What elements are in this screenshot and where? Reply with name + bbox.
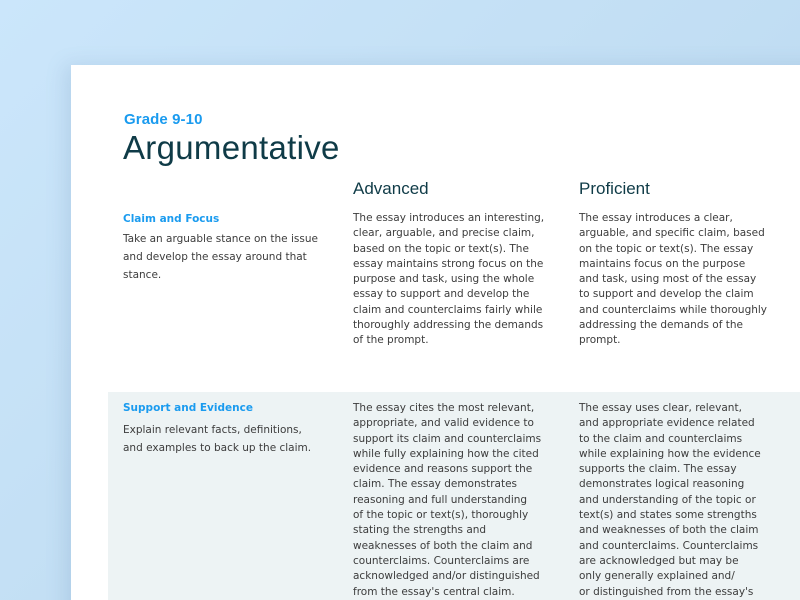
- text-line: acknowledged and/or distinguished: [353, 570, 540, 583]
- text-line: based on the topic or text(s). The: [353, 242, 529, 255]
- text-line: stance.: [123, 269, 162, 281]
- proficient-cell: [579, 401, 794, 600]
- text-line: are acknowledged but may be: [579, 554, 739, 567]
- text-line: reasoning and full understanding: [353, 493, 528, 506]
- text-line: appropriate, and valid evidence to: [353, 417, 534, 430]
- column-header-advanced: Advanced: [353, 179, 429, 198]
- text-line: and appropriate evidence related: [579, 417, 755, 430]
- text-line: Explain relevant facts, definitions,: [123, 424, 302, 436]
- text-line: and counterclaims while thoroughly: [579, 303, 768, 316]
- text-line: essay maintains strong focus on the: [353, 257, 544, 270]
- text-line: weaknesses of both the claim and: [353, 539, 533, 552]
- text-line: demonstrates logical reasoning: [579, 478, 745, 491]
- criterion-description: [123, 230, 348, 284]
- text-line: to the claim and counterclaims: [579, 432, 743, 445]
- text-line: from the essay's central claim.: [353, 585, 515, 598]
- rubric-row-claim-and-focus: [108, 205, 800, 391]
- text-line: and weaknesses of both the claim: [579, 524, 759, 537]
- text-line: essay to support and develop the: [353, 288, 530, 301]
- text-line: support its claim and counterclaims: [353, 432, 542, 445]
- text-line: supports the claim. The essay: [579, 463, 737, 476]
- text-line: prompt.: [579, 334, 621, 347]
- page-title: Argumentative: [123, 129, 340, 166]
- rubric-row-support-and-evidence: [108, 392, 800, 600]
- criterion-title: Support and Evidence: [123, 402, 253, 414]
- text-line: to support and develop the claim: [579, 288, 754, 301]
- text-line: and counterclaims. Counterclaims: [579, 539, 759, 552]
- text-line: counterclaims. Counterclaims are: [353, 554, 530, 567]
- text-line: clear, arguable, and precise claim,: [353, 227, 535, 240]
- text-line: and task, using most of the essay: [579, 273, 757, 286]
- text-line: stating the strengths and: [353, 524, 487, 537]
- column-header-proficient: Proficient: [579, 179, 650, 198]
- text-line: The essay introduces an interesting,: [353, 212, 545, 224]
- text-line: and examples to back up the claim.: [123, 442, 312, 454]
- text-line: The essay uses clear, relevant,: [579, 402, 742, 414]
- text-line: evidence and reasons support the: [353, 463, 533, 476]
- text-line: of the topic or text(s), thoroughly: [353, 509, 529, 522]
- text-line: text(s) and states some strengths: [579, 509, 757, 522]
- criterion-title: Claim and Focus: [123, 213, 220, 225]
- proficient-cell: [579, 211, 794, 349]
- text-line: thoroughly addressing the demands: [353, 319, 544, 332]
- text-line: and understanding of the topic or: [579, 493, 756, 506]
- text-line: arguable, and specific claim, based: [579, 227, 765, 240]
- grade-label: Grade 9-10: [124, 111, 203, 128]
- text-line: while explaining how the evidence: [579, 447, 761, 460]
- text-line: The essay introduces a clear,: [579, 212, 733, 224]
- advanced-cell: [353, 211, 568, 349]
- text-line: The essay cites the most relevant,: [353, 402, 535, 414]
- text-line: purpose and task, using the whole: [353, 273, 535, 286]
- text-line: maintains focus on the purpose: [579, 257, 746, 270]
- text-line: of the prompt.: [353, 334, 429, 347]
- rubric-card: [71, 65, 800, 600]
- text-line: addressing the demands of the: [579, 319, 744, 332]
- text-line: claim and counterclaims fairly while: [353, 303, 543, 316]
- text-line: claim. The essay demonstrates: [353, 478, 518, 491]
- text-line: or distinguished from the essay's: [579, 585, 754, 598]
- text-line: and develop the essay around that: [123, 251, 307, 263]
- text-line: only generally explained and/: [579, 570, 735, 583]
- advanced-cell: [353, 401, 568, 600]
- text-line: Take an arguable stance on the issue: [123, 233, 318, 245]
- criterion-description: [123, 421, 348, 457]
- text-line: while fully explaining how the cited: [353, 447, 539, 460]
- text-line: on the topic or text(s). The essay: [579, 242, 754, 255]
